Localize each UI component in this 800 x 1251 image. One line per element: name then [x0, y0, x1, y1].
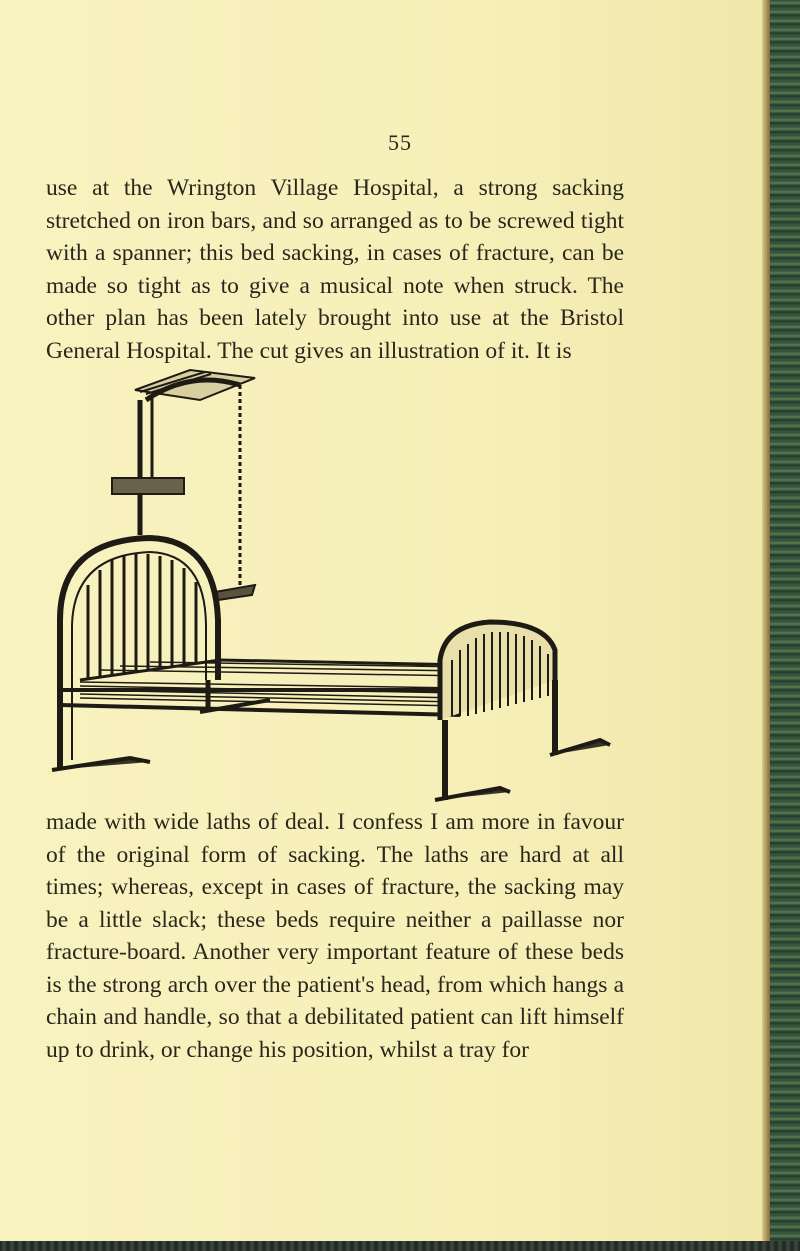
hospital-bed-illustration [40, 360, 620, 815]
book-binding [770, 0, 800, 1251]
paragraph-top-text: use at the Wrington Village Hospital, a strong sacking stretched on iron bars, and so arranged as to be screwed tight with a spanner; this bed sacking, in cases of fracture, can be made so tight as to give a musical note when struck. The other plan has been lately brought into use at the Bristol General Hospital. The cut gives an illustration of it. It is [46, 175, 624, 364]
paragraph-bottom [46, 806, 624, 1066]
paragraph-bottom-text: made with wide laths of deal. I confess I am more in favour of the original form of sacking. The laths are hard at all times; whereas, except in cases of fracture, the sacking may be a little slack; these beds require neither a paillasse nor fracture-board. Another very important feature of these beds is the strong arch over the patient's head, from which hangs a chain and handle, so that a debilitated patient can lift himself up to drink, or change his position, whilst a tray for [46, 809, 624, 1063]
book-bottom-edge [0, 1241, 800, 1251]
page-number: 55 [388, 130, 412, 155]
page-edge [762, 0, 770, 1251]
paragraph-top [46, 172, 624, 367]
